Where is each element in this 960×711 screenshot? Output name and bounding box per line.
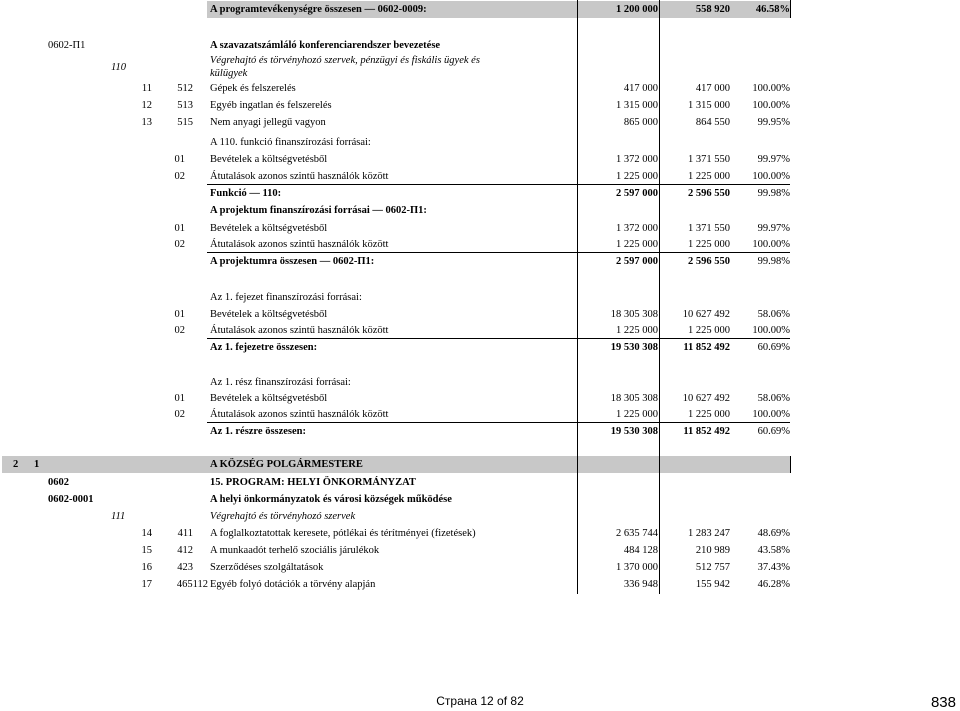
page-number: 838 [930,694,956,711]
function-title-1: Végrehajtó és törvényhozó szervek, pénzügyi és fiskális ügyek és [210,55,480,66]
project-sources-header: A projektum finanszírozási forrásai — 0602-П1: [210,205,427,216]
column-rule [790,0,791,18]
section-title: A KÖZSÉG POLGÁRMESTERE [210,459,363,470]
top-total-v2: 558 920 [695,4,730,15]
top-total-label: A programtevékenységre összesen — 0602-0009: [210,4,427,15]
function-title-2: külügyek [210,68,248,79]
function-code-2: 111 [111,511,126,522]
function-title-s2: Végrehajtó és törvényhozó szervek [210,511,356,522]
program-code: 0602 [48,477,69,488]
page-footer: Страна 12 of 82 [436,694,524,708]
top-total-pct: 46.58% [755,4,790,15]
activity-title: A helyi önkormányzatok és városi községek működése [210,494,452,505]
part-sources-header: Az 1. rész finanszírozási forrásai: [210,377,351,388]
top-total-v1: 1 200 000 [616,4,658,15]
function-code: 110 [111,62,126,73]
program-title: 15. PROGRAM: HELYI ÖNKORMÁNYZAT [210,477,416,488]
project-code: 0602-П1 [48,40,86,51]
column-rule [790,456,791,473]
chapter-sources-header: Az 1. fejezet finanszírozási forrásai: [210,292,362,303]
column-rule [577,0,578,594]
column-rule [659,0,660,594]
function-sources-header: A 110. funkció finanszírozási forrásai: [210,137,371,148]
project-title: A szavazatszámláló konferenciarendszer bevezetése [210,40,441,51]
activity-code: 0602-0001 [48,494,94,505]
